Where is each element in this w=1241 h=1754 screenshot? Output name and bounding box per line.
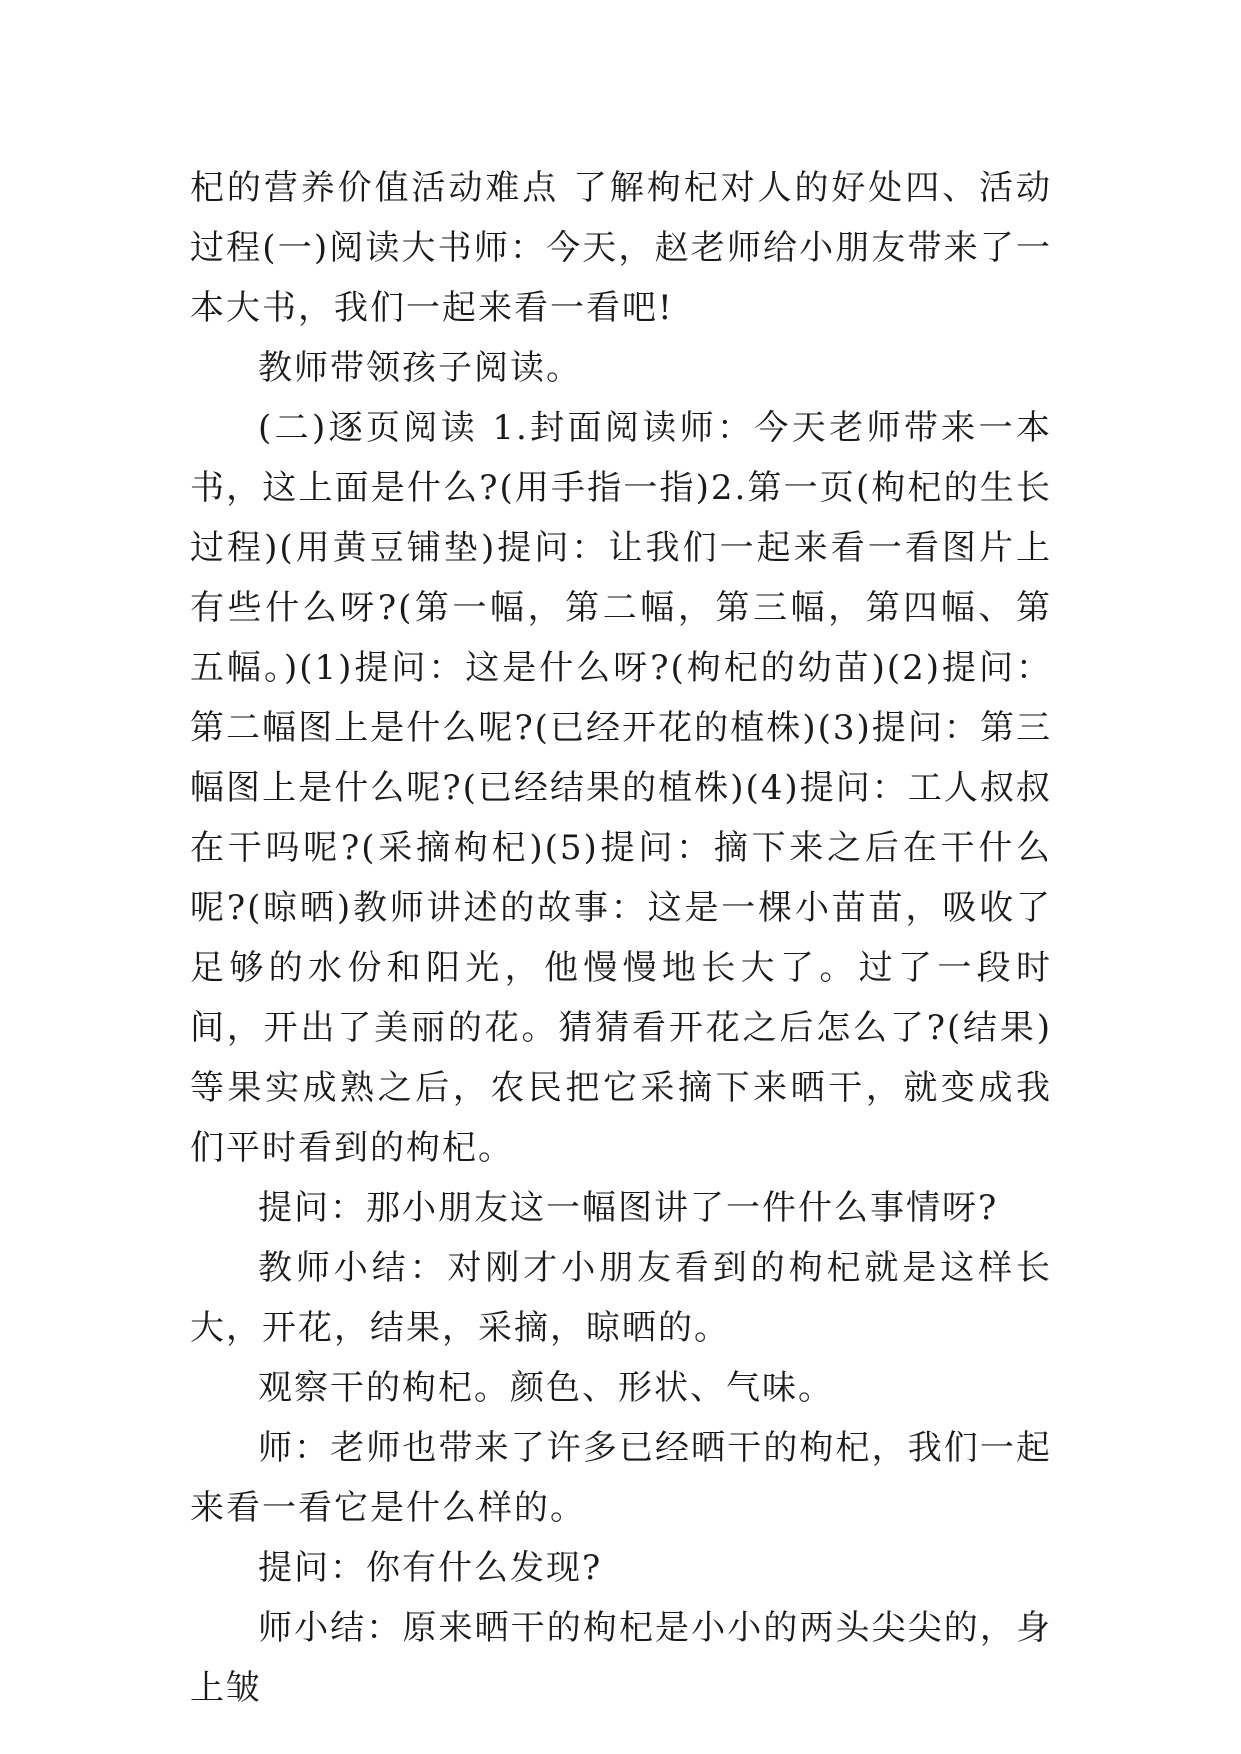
paragraph-question-discovery: 提问：你有什么发现? xyxy=(258,1548,603,1588)
paragraph-page-by-page-reading: (二)逐页阅读 1.封面阅读师：今天老师带来一本书，这上面是什么?(用手指一指)2.第一页(枸杞的生长过程)(用黄豆铺垫)提问：让我们一起来看一看图片上有些什么呀?(第一幅，第二幅，第三幅，第四幅、第五幅。)(1)提问：这是什么呀?(枸杞的幼苗)(2)提问：第二幅图上是什么呢?(已经开花的植株)(3)提问：第三幅图上是什么呢?(已经结果的植株)(4)提问：工人叔叔在干吗呢?(采摘枸杞)(5)提问：摘下来之后在干什么呢?(晾晒)教师讲述的故事：这是一棵小苗苗，吸收了足够的水份和阳光，他慢慢地长大了。过了一段时间，开出了美丽的花。猜猜看开花之后怎么了?(结果)等果实成熟之后，农民把它采摘下来晒干，就变成我们平时看到的枸杞。 xyxy=(190,408,1052,1168)
paragraph-teacher-summary: 教师小结：对刚才小朋友看到的枸杞就是这样长大，开花，结果，采摘，晾晒的。 xyxy=(190,1248,1052,1348)
paragraph-teacher-leads-reading: 教师带领孩子阅读。 xyxy=(258,348,582,388)
paragraph-intro: 杞的营养价值活动难点 了解枸杞对人的好处四、活动过程(一)阅读大书师：今天，赵老师给小朋友带来了一本大书，我们一起来看一看吧! xyxy=(190,168,1052,328)
paragraph-teacher-short-summary: 师小结：原来晒干的枸杞是小小的两头尖尖的，身上皱 xyxy=(190,1608,1052,1708)
paragraph-observe-dried: 观察干的枸杞。颜色、形状、气味。 xyxy=(258,1368,834,1408)
paragraph-teacher-brought: 师：老师也带来了许多已经晒干的枸杞，我们一起来看一看它是什么样的。 xyxy=(190,1428,1052,1528)
document-page xyxy=(190,158,1052,1718)
paragraph-question-story: 提问：那小朋友这一幅图讲了一件什么事情呀? xyxy=(258,1188,999,1228)
